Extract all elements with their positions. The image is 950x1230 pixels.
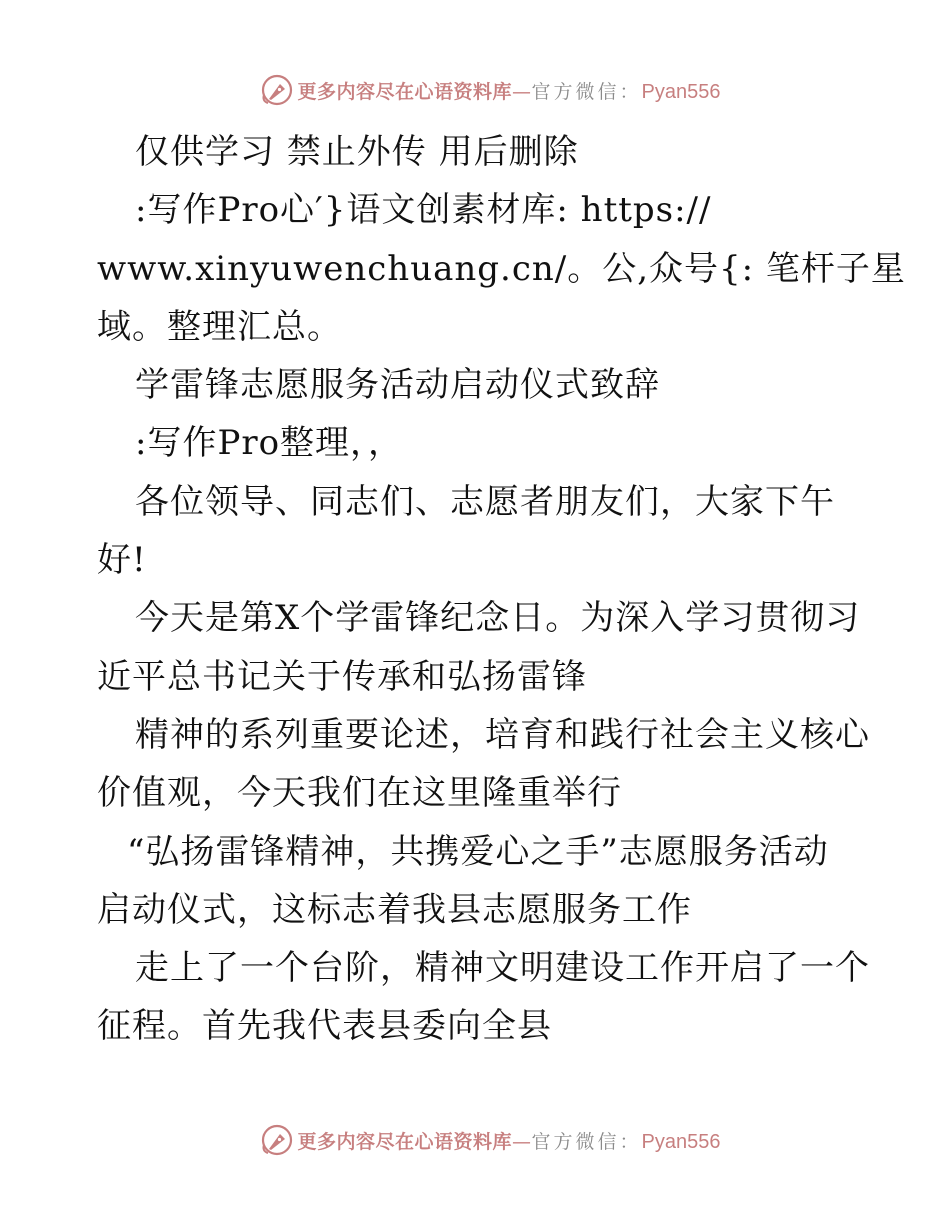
pen-nib-logo-icon — [260, 1123, 294, 1157]
document-title: 学雷锋志愿服务活动启动仪式致辞 — [135, 365, 660, 406]
notice-line: 仅供学习 禁止外传 用后删除 — [135, 132, 579, 172]
banner-text — [298, 77, 721, 104]
paragraph-line: 今天是第X个学雷锋纪念日。为深入学习贯彻习 — [135, 598, 861, 639]
pen-nib-logo-icon — [260, 73, 294, 107]
banner-wechat-label: 官方微信： — [531, 80, 642, 103]
paragraph-line: 近平总书记关于传承和弘扬雷锋 — [97, 656, 587, 697]
paragraph-line: 征程。首先我代表县委向全县 — [97, 1006, 552, 1047]
paragraph-line: 走上了一个台阶，精神文明建设工作开启了一个 — [135, 948, 870, 989]
banner-wechat-label: 官方微信： — [531, 1130, 642, 1153]
paragraph-line: 价值观，今天我们在这里隆重举行 — [97, 773, 622, 814]
header-banner — [0, 70, 950, 110]
banner-dash: — — [512, 80, 532, 103]
source-line: 域。整理汇总。 — [97, 306, 342, 347]
document-body — [97, 123, 906, 1056]
banner-content — [260, 1123, 721, 1157]
author-line: :写作Pro整理，， — [135, 423, 404, 464]
footer-banner — [0, 1120, 950, 1160]
greeting-line: 各位领导、同志们、志愿者朋友们，大家下午 — [135, 481, 835, 522]
paragraph-line: 精神的系列重要论述，培育和践行社会主义核心 — [135, 714, 870, 755]
banner-main-text: 更多内容尽在心语资料库 — [297, 80, 513, 103]
banner-main-text: 更多内容尽在心语资料库 — [297, 1130, 513, 1153]
banner-content — [260, 73, 721, 107]
banner-wechat-id: Pyan556 — [641, 1130, 721, 1153]
banner-text — [298, 1127, 721, 1154]
source-line: www.xinyuwenchuang.cn/。公,众号{: 笔杆子星 — [97, 248, 906, 289]
banner-wechat-id: Pyan556 — [641, 80, 721, 103]
paragraph-line: 启动仪式，这标志着我县志愿服务工作 — [97, 889, 692, 930]
source-line: :写作Pro心′}语文创素材库: https:// — [135, 190, 712, 231]
banner-dash: — — [512, 1130, 532, 1153]
paragraph-line: “弘扬雷锋精神，共携爱心之手”志愿服务活动 — [127, 831, 829, 872]
greeting-line: 好! — [97, 540, 147, 581]
